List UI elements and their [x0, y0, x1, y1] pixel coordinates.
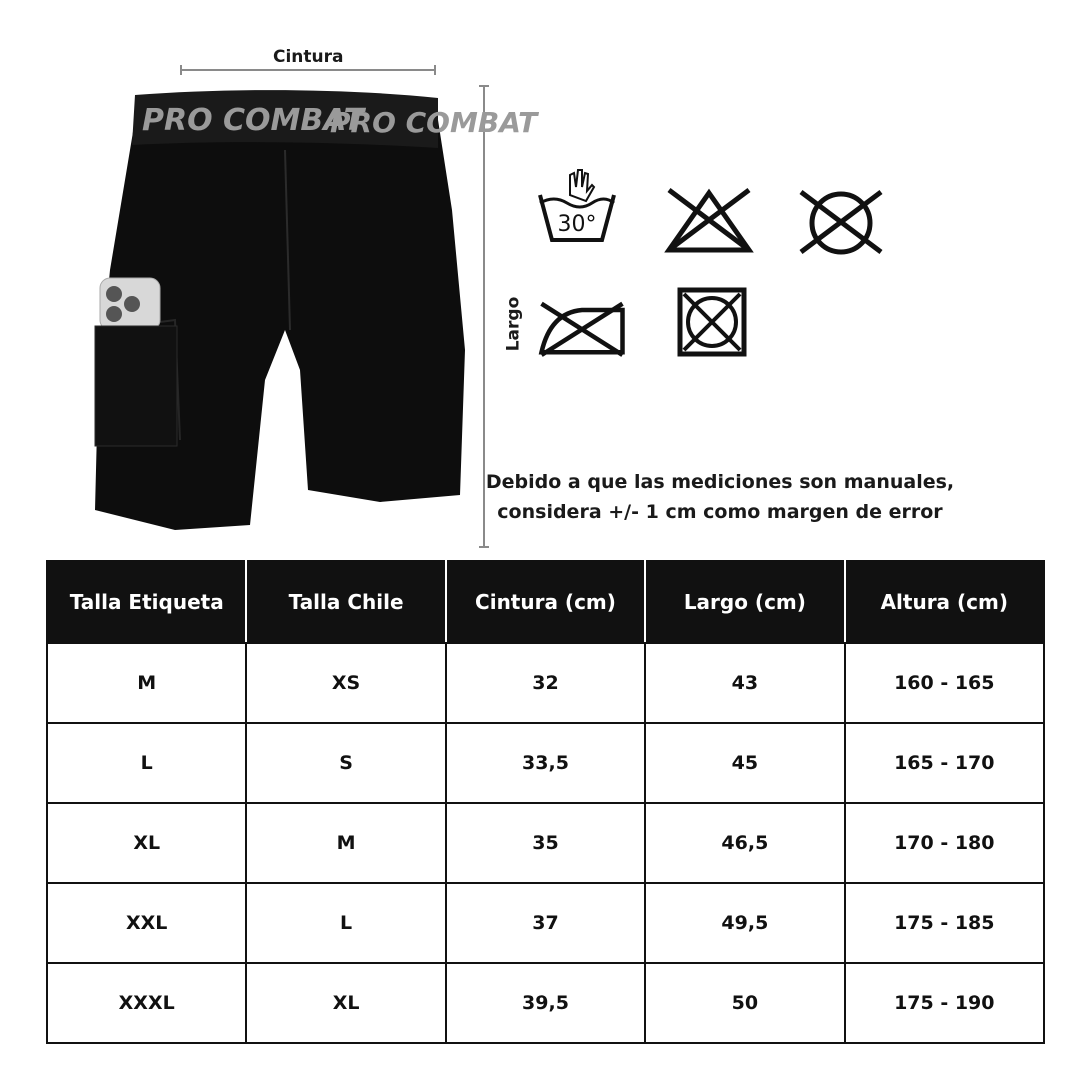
no-tumble-dry-icon [796, 182, 886, 262]
cell-talla-etiqueta: XL [47, 803, 246, 883]
table-header-row [47, 561, 1044, 643]
cell-cintura: 39,5 [446, 963, 645, 1043]
cell-talla-etiqueta: XXXL [47, 963, 246, 1043]
cell-altura: 170 - 180 [845, 803, 1044, 883]
cell-talla-chile: M [246, 803, 445, 883]
cell-talla-chile: XL [246, 963, 445, 1043]
cell-talla-chile: XS [246, 643, 445, 723]
cell-talla-chile: L [246, 883, 445, 963]
cell-largo: 49,5 [645, 883, 844, 963]
cell-talla-chile: S [246, 723, 445, 803]
cell-largo: 43 [645, 643, 844, 723]
table-row [47, 883, 1044, 963]
waist-measure-line [180, 69, 436, 71]
table-row [47, 723, 1044, 803]
table-row [47, 803, 1044, 883]
cell-altura: 175 - 190 [845, 963, 1044, 1043]
size-chart-table [46, 560, 1045, 1044]
waistband-brand-text-2: PRO COMBAT [330, 106, 538, 139]
cell-altura: 160 - 165 [845, 643, 1044, 723]
cell-cintura: 33,5 [446, 723, 645, 803]
cell-largo: 45 [645, 723, 844, 803]
cell-largo: 46,5 [645, 803, 844, 883]
cell-cintura: 35 [446, 803, 645, 883]
cell-talla-etiqueta: L [47, 723, 246, 803]
cell-talla-etiqueta: XXL [47, 883, 246, 963]
cell-altura: 175 - 185 [845, 883, 1044, 963]
cell-cintura: 37 [446, 883, 645, 963]
measurement-note [470, 467, 970, 527]
cell-cintura: 32 [446, 643, 645, 723]
cell-talla-etiqueta: M [47, 643, 246, 723]
no-bleach-icon [664, 180, 754, 260]
wash-30-icon [532, 165, 622, 245]
wash-temperature-text: 30° [557, 212, 597, 237]
no-dry-clean-icon [672, 283, 762, 363]
waistband-brand-text: PRO COMBAT [142, 103, 365, 138]
length-label: Largo [503, 296, 524, 352]
cell-largo: 50 [645, 963, 844, 1043]
waist-label: Cintura [273, 47, 344, 67]
cell-altura: 165 - 170 [845, 723, 1044, 803]
header-largo: Largo (cm) [645, 561, 844, 643]
header-cintura: Cintura (cm) [446, 561, 645, 643]
header-talla-chile: Talla Chile [246, 561, 445, 643]
table-row [47, 963, 1044, 1043]
header-altura: Altura (cm) [845, 561, 1044, 643]
no-iron-icon [537, 288, 627, 368]
table-row [47, 643, 1044, 723]
note-line-1: Debido a que las mediciones son manuales, [485, 471, 955, 493]
header-talla-etiqueta: Talla Etiqueta [47, 561, 246, 643]
note-line-2: considera +/- 1 cm como margen de error [497, 501, 943, 523]
